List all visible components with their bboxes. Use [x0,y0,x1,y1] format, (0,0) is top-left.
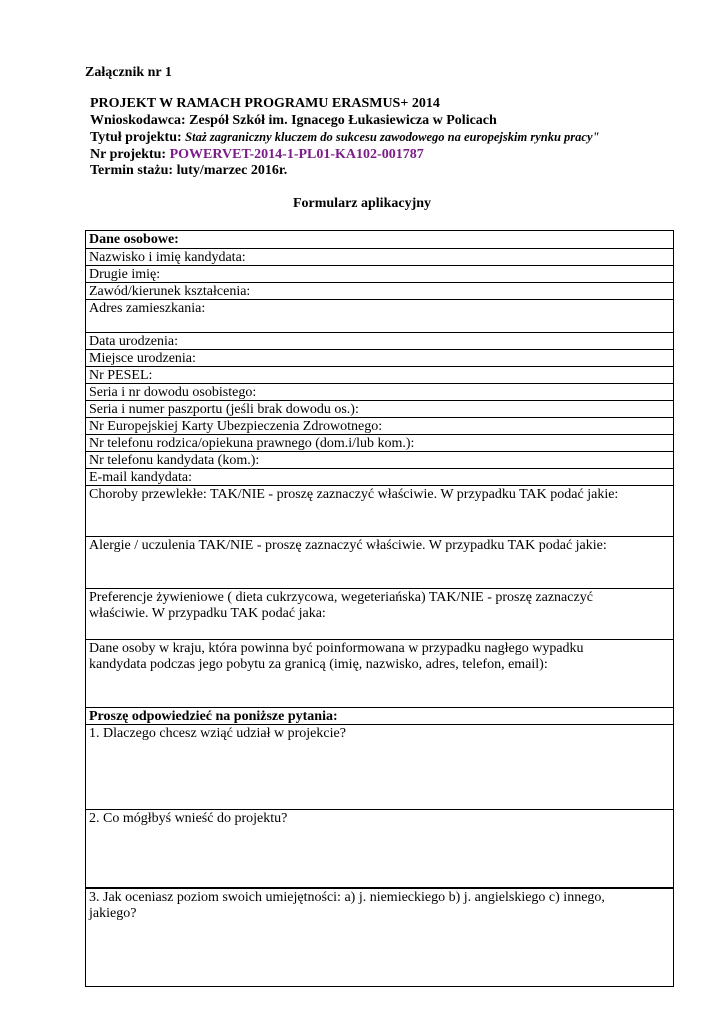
birth-place-label: Miejsce urodzenia: [89,351,196,366]
questions-heading [86,707,673,724]
project-header [90,96,599,180]
surname-name-field[interactable] [86,248,673,265]
second-name-field[interactable] [86,265,673,282]
pesel-label: Nr PESEL: [89,368,153,383]
passport-label: Seria i numer paszportu (jeśli brak dowodu os.): [89,402,359,417]
address-label: Adres zamieszkania: [89,301,206,316]
diet-preferences-field[interactable] [86,588,673,639]
question-1-field[interactable] [86,724,673,809]
emergency-contact-field[interactable] [86,639,673,707]
birth-place-field[interactable] [86,349,673,366]
parent-phone-field[interactable] [86,434,673,451]
parent-phone-label: Nr telefonu rodzica/opiekuna prawnego (dom.i/lub kom.): [89,436,415,451]
project-title-line [90,129,599,147]
candidate-phone-label: Nr telefonu kandydata (kom.): [89,453,260,468]
personal-data-heading-text: Dane osobowe: [89,232,179,247]
ehic-field[interactable] [86,417,673,434]
ehic-label: Nr Europejskiej Karty Ubezpieczenia Zdrowotnego: [89,419,383,434]
allergies-field[interactable] [86,536,673,588]
project-title-value: Staż zagraniczny kluczem do sukcesu zawodowego na europejskim rynku pracy" [185,130,600,144]
birth-date-field[interactable] [86,332,673,349]
internship-term-line: Termin stażu: luty/marzec 2016r. [90,163,288,178]
birth-date-label: Data urodzenia: [89,334,179,349]
surname-name-label: Nazwisko i imię kandydata: [89,250,246,265]
application-form-table [85,230,674,987]
personal-data-heading [86,231,673,248]
program-line: PROJEKT W RAMACH PROGRAMU ERASMUS+ 2014 [90,96,440,111]
passport-field[interactable] [86,400,673,417]
pesel-field[interactable] [86,366,673,383]
id-card-field[interactable] [86,383,673,400]
chronic-diseases-field[interactable] [86,485,673,536]
id-card-label: Seria i nr dowodu osobistego: [89,385,257,400]
question-1-label: 1. Dlaczego chcesz wziąć udział w projekcie? [89,726,346,741]
question-3-label-line1: 3. Jak oceniasz poziom swoich umiejętności: a) j. niemieckiego b) j. angielskiego c) innego, [89,890,605,905]
second-name-label: Drugie imię: [89,267,161,282]
project-number-label: Nr projektu: [90,146,167,162]
question-2-field[interactable] [86,809,673,887]
project-number-value: POWERVET-2014-1-PL01-KA102-001787 [169,146,424,162]
question-3-field[interactable] [86,887,673,986]
profession-label: Zawód/kierunek kształcenia: [89,284,251,299]
questions-heading-text: Proszę odpowiedzieć na poniższe pytania: [89,709,338,724]
email-field[interactable] [86,468,673,485]
emergency-contact-label-line2: kandydata podczas jego pobytu za granicą (imię, nazwisko, adres, telefon, email): [89,657,548,672]
emergency-contact-label-line1: Dane osoby w kraju, która powinna być poinformowana w przypadku nagłego wypadku [89,641,584,656]
question-2-label: 2. Co mógłbyś wnieść do projektu? [89,811,288,826]
question-3-label-line2: jakiego? [89,906,137,921]
diet-preferences-label-line2: właściwie. W przypadku TAK podać jaka: [89,606,326,621]
applicant-line: Wnioskodawca: Zespół Szkół im. Ignacego Łukasiewicza w Policach [90,112,497,128]
email-label: E-mail kandydata: [89,470,193,485]
diet-preferences-label-line1: Preferencje żywieniowe ( dieta cukrzycowa, wegeteriańska) TAK/NIE - proszę zaznaczyć [89,590,593,605]
candidate-phone-field[interactable] [86,451,673,468]
profession-field[interactable] [86,282,673,299]
address-field[interactable] [86,299,673,332]
allergies-label: Alergie / uczulenia TAK/NIE - proszę zaznaczyć właściwie. W przypadku TAK podać jakie: [89,538,607,553]
form-title: Formularz aplikacyjny [292,196,432,211]
chronic-diseases-label: Choroby przewlekłe: TAK/NIE - proszę zaznaczyć właściwie. W przypadku TAK podać jakie: [89,487,619,502]
project-title-label: Tytuł projektu: [90,130,182,145]
project-number-line [90,147,599,164]
attachment-label: Załącznik nr 1 [85,65,172,80]
